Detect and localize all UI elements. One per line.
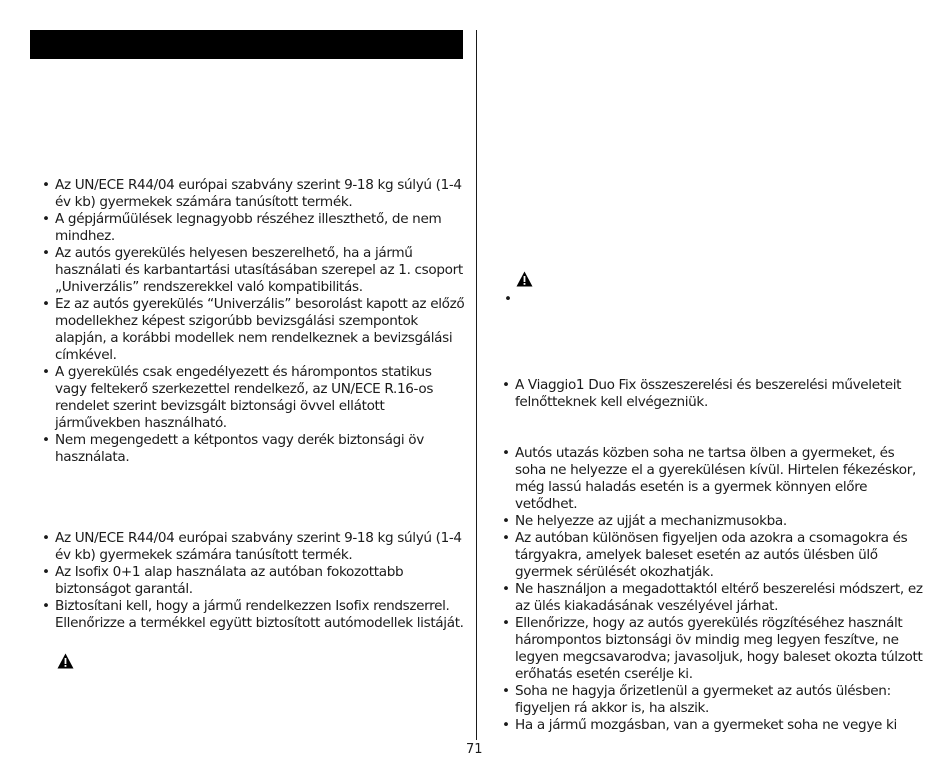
warning-icon (57, 653, 74, 669)
lone-bullet: • (504, 291, 513, 307)
list-item: • Biztosítani kell, hogy a jármű rendelkezzen Isofix rendszerrel. Ellenőrizze a termékkel együtt biztosított autómodellek listáját. (42, 598, 467, 632)
right-list-1 (502, 377, 927, 411)
list-item: • Ne helyezze az ujját a mechanizmusokba. (502, 513, 927, 530)
page-number: 71 (466, 742, 483, 757)
list-item: • Autós utazás közben soha ne tartsa ölben a gyermeket, és soha ne helyezze el a gyerekülésen kívül. Hirtelen fékezéskor, még lassú haladás esetén is a gyermek könnyen előre vetődhet. (502, 445, 927, 513)
list-item: • Ellenőrizze, hogy az autós gyerekülés rögzítéséhez használt hárompontos biztonsági öv mindig meg legyen feszítve, ne legyen megcsavarodva; javasoljuk, hogy baleset okozta túlzott erőhatás esetén cserélje ki. (502, 615, 927, 683)
list-item: • Ne használjon a megadottaktól eltérő beszerelési módszert, ez az ülés kiakadásának veszélyével járhat. (502, 581, 927, 615)
column-divider (476, 30, 477, 740)
list-item: • Soha ne hagyja őrizetlenül a gyermeket az autós ülésben: figyeljen rá akkor is, ha alszik. (502, 683, 927, 717)
list-item: • Az UN/ECE R44/04 európai szabvány szerint 9-18 kg súlyú (1-4 év kb) gyermekek számára tanúsított termék. (42, 530, 467, 564)
header-bar (30, 30, 463, 59)
list-item: • Az autóban különösen figyeljen oda azokra a csomagokra és tárgyakra, amelyek baleset esetén az autós ülésben ülő gyermek sérülését okozhatják. (502, 530, 927, 581)
left-list-2 (42, 530, 467, 632)
list-item: • Az UN/ECE R44/04 európai szabvány szerint 9-18 kg súlyú (1-4 év kb) gyermekek számára tanúsított termék. (42, 177, 467, 211)
list-item: • Az autós gyerekülés helyesen beszerelhető, ha a jármű használati és karbantartási utasításában szerepel az 1. csoport „Univerzális” rendszerekkel való kompatibilitás. (42, 245, 467, 296)
list-item: • Nem megengedett a kétpontos vagy derék biztonsági öv használata. (42, 432, 467, 466)
list-item: • Ha a jármű mozgásban, van a gyermeket soha ne vegye ki (502, 717, 927, 734)
list-item: • A gépjárműülések legnagyobb részéhez illeszthető, de nem mindhez. (42, 211, 467, 245)
list-item: • A Viaggio1 Duo Fix összeszerelési és beszerelési műveleteit felnőtteknek kell elvégezniük. (502, 377, 927, 411)
list-item: • A gyerekülés csak engedélyezett és hárompontos statikus vagy feltekerő szerkezettel rendelkező, az UN/ECE R.16-os rendelet szerint bevizsgált biztonsági övvel ellátott járművekben használható. (42, 364, 467, 432)
list-item: • Az Isofix 0+1 alap használata az autóban fokozottabb biztonságot garantál. (42, 564, 467, 598)
list-item: • Ez az autós gyerekülés “Univerzális” besorolást kapott az előző modellekhez képest szigorúbb bevizsgálási szempontok alapján, a korábbi modellek nem rendelkeznek a bevizsgálási címkével. (42, 296, 467, 364)
right-list-2 (502, 445, 927, 734)
left-list-1 (42, 177, 467, 466)
warning-icon (516, 271, 533, 287)
